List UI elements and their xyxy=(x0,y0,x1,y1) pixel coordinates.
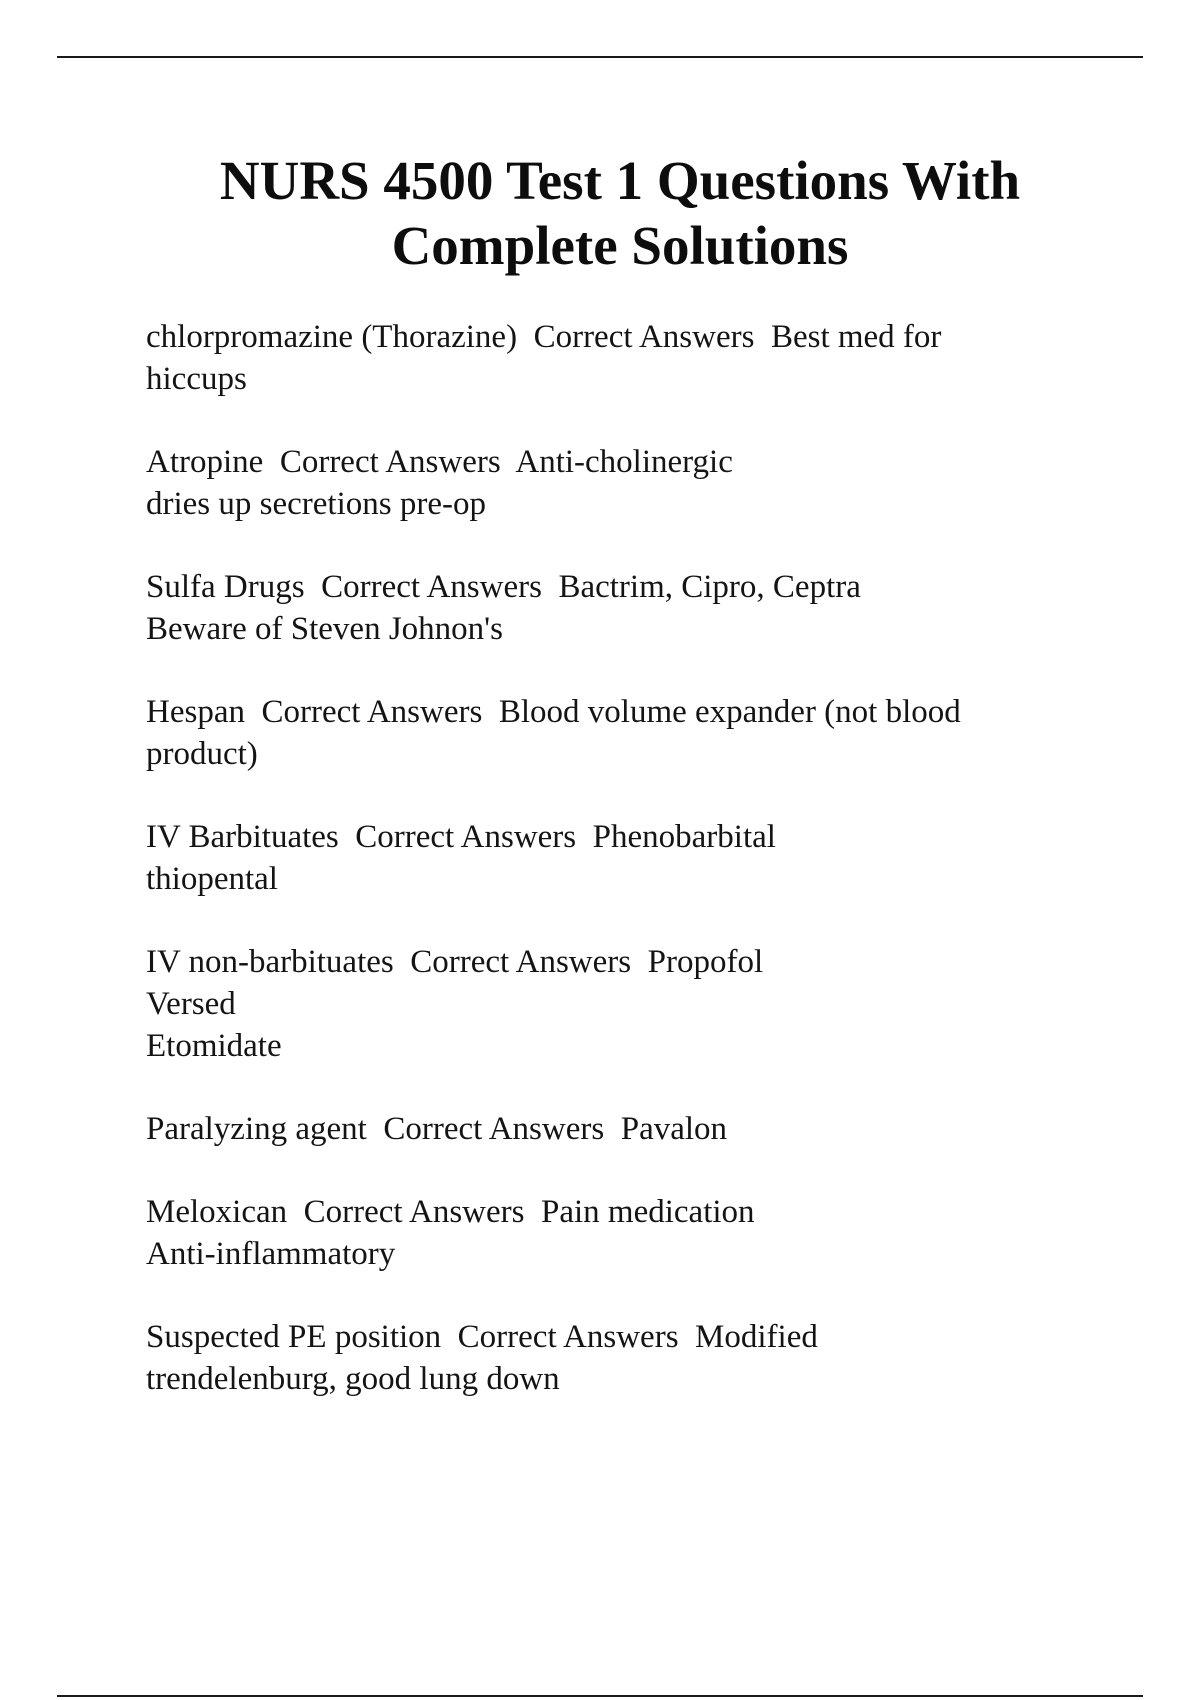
title-line-1: NURS 4500 Test 1 Questions With xyxy=(219,150,1021,211)
qa-answer-line: Blood volume expander (not blood xyxy=(498,694,961,730)
qa-term: Suspected PE position xyxy=(146,1319,442,1355)
qa-entry xyxy=(146,1191,1086,1275)
correct-answers-label: Correct Answers xyxy=(355,819,577,855)
correct-answers-label: Correct Answers xyxy=(261,694,483,730)
qa-answer-line: product) xyxy=(146,736,258,772)
qa-answer-line: Anti-inflammatory xyxy=(146,1236,396,1272)
qa-term: Atropine xyxy=(146,444,264,480)
qa-answer-line: dries up secretions pre-op xyxy=(146,486,486,522)
qa-answer-line: Beware of Steven Johnon's xyxy=(146,611,503,647)
qa-answer-line: thiopental xyxy=(146,861,278,897)
qa-entry xyxy=(146,566,1086,650)
correct-answers-label: Correct Answers xyxy=(533,319,755,355)
title-line-2: Complete Solutions xyxy=(391,215,849,276)
correct-answers-label: Correct Answers xyxy=(457,1319,679,1355)
qa-entry xyxy=(146,441,1086,525)
bottom-divider xyxy=(57,1695,1143,1697)
qa-answer-line: Propofol xyxy=(647,944,764,980)
top-divider xyxy=(57,56,1143,58)
qa-entry xyxy=(146,691,1086,775)
qa-entry xyxy=(146,941,1086,1067)
correct-answers-label: Correct Answers xyxy=(303,1194,525,1230)
qa-term: Paralyzing agent xyxy=(146,1111,367,1147)
qa-answer-line: Pavalon xyxy=(620,1111,728,1147)
qa-entry xyxy=(146,816,1086,900)
qa-answer-line: Etomidate xyxy=(146,1028,282,1064)
qa-entry xyxy=(146,316,1086,400)
qa-term: chlorpromazine (Thorazine) xyxy=(146,319,518,355)
qa-list xyxy=(146,316,1086,1441)
qa-term: Sulfa Drugs xyxy=(146,569,305,605)
qa-answer-line: Versed xyxy=(146,986,236,1022)
qa-answer-line: Phenobarbital xyxy=(592,819,776,855)
qa-answer-line: trendelenburg, good lung down xyxy=(146,1361,560,1397)
correct-answers-label: Correct Answers xyxy=(410,944,632,980)
qa-term: IV Barbituates xyxy=(146,819,339,855)
qa-answer-line: Pain medication xyxy=(541,1194,755,1230)
correct-answers-label: Correct Answers xyxy=(383,1111,605,1147)
correct-answers-label: Correct Answers xyxy=(279,444,501,480)
qa-entry xyxy=(146,1108,1086,1150)
qa-answer-line: Modified xyxy=(695,1319,818,1355)
document-title xyxy=(100,148,1140,278)
qa-term: Hespan xyxy=(146,694,245,730)
qa-entry xyxy=(146,1316,1086,1400)
qa-answer-line: Anti-cholinergic xyxy=(515,444,733,480)
qa-answer-line: Bactrim, Cipro, Ceptra xyxy=(558,569,861,605)
qa-term: IV non-barbituates xyxy=(146,944,394,980)
qa-answer-line: Best med for xyxy=(770,319,942,355)
correct-answers-label: Correct Answers xyxy=(321,569,542,605)
qa-answer-line: hiccups xyxy=(146,361,247,397)
qa-term: Meloxican xyxy=(146,1194,288,1230)
